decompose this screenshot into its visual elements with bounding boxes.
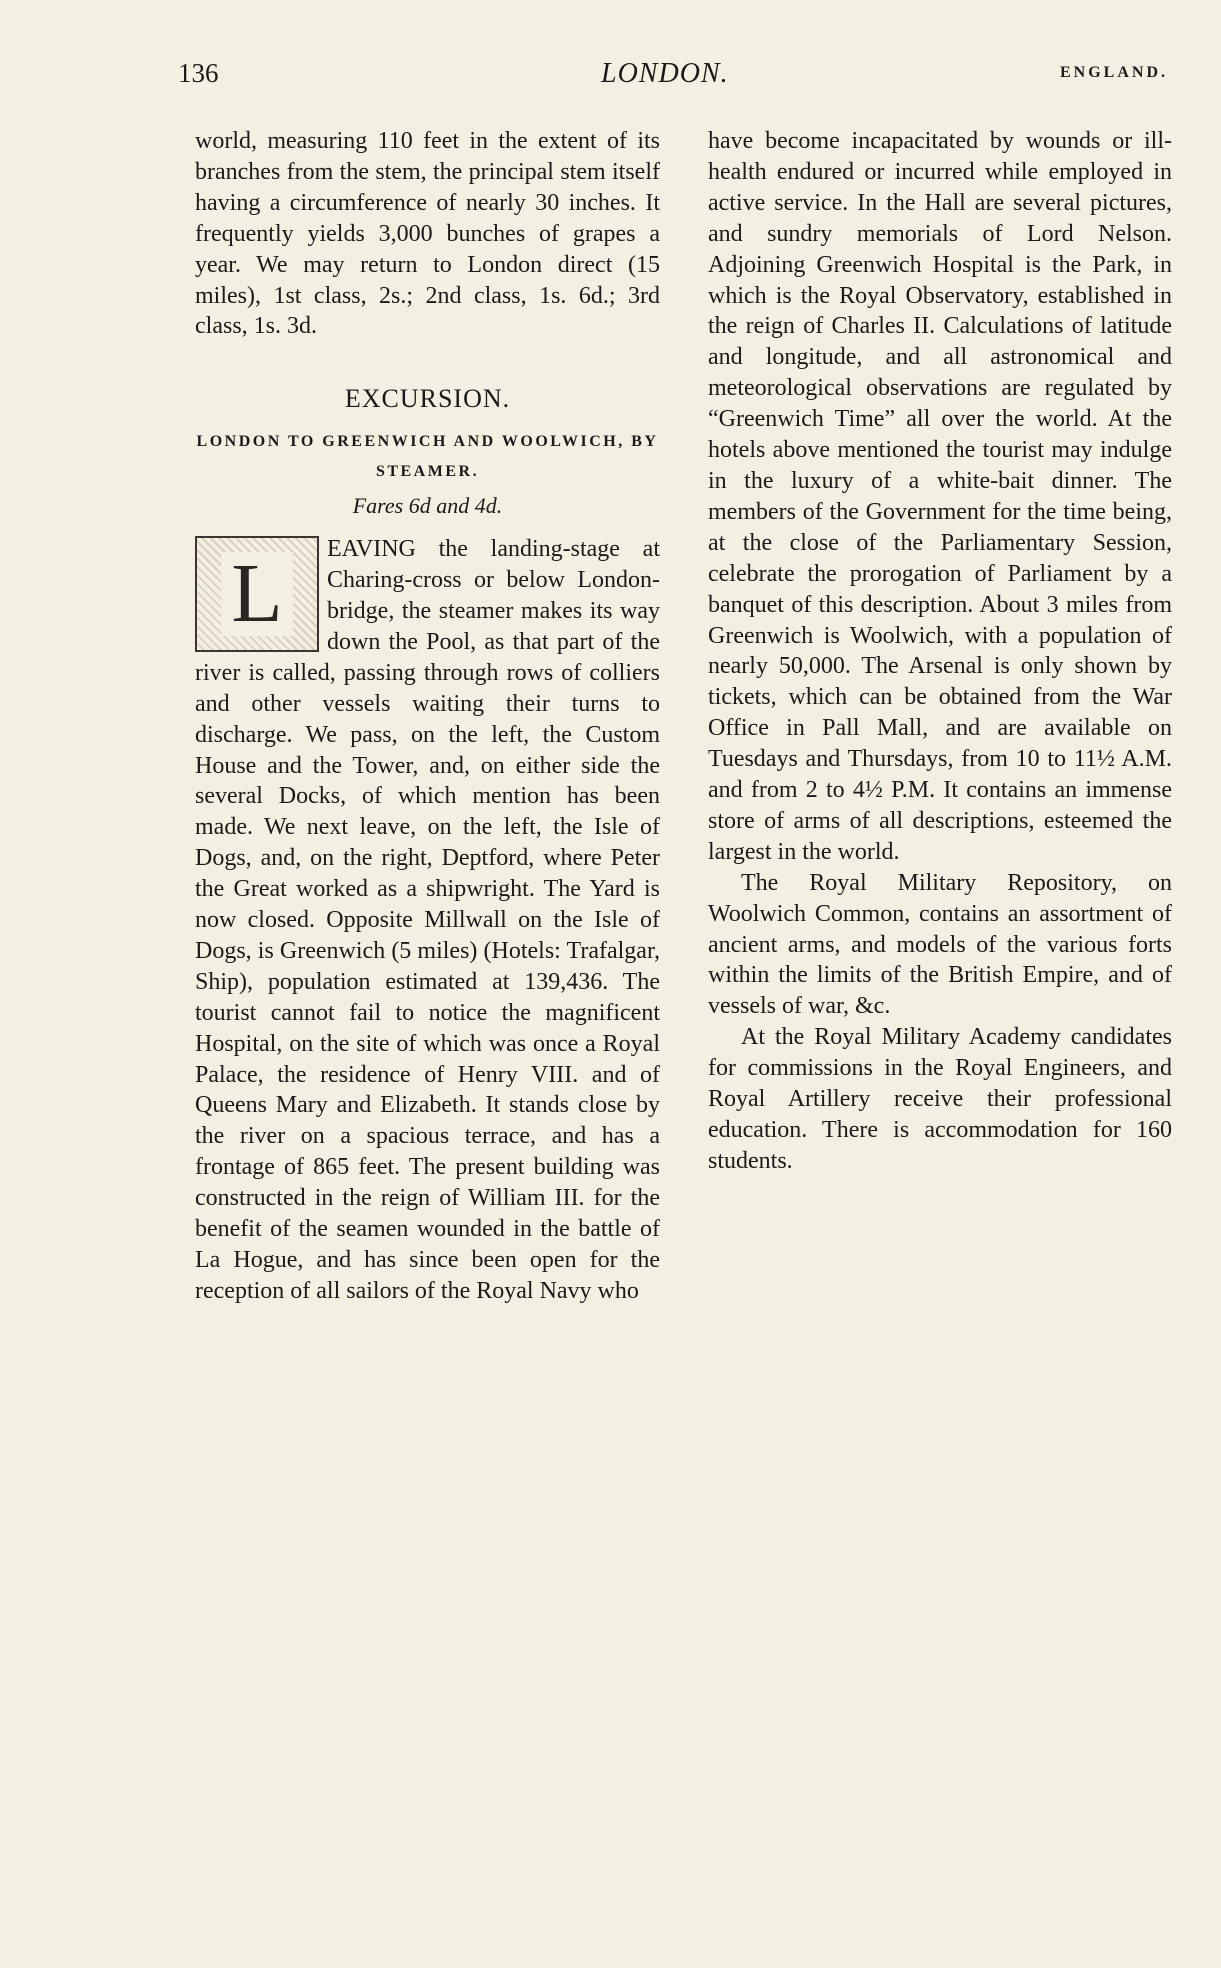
left-paragraph-2-text: EAVING the landing-stage at Charing-cross or below London-bridge, the steamer makes its way down the Pool, as that part of the river is called, passing through rows of colliers and other vessels waiting their turns to discharge. We pass, on the left, the Custom House and the Tower, and, on either side the several Docks, of which mention has been made. We next leave, on the left, the Isle of Dogs, and, on the right, Deptford, where Peter the Great worked as a shipwright. The Yard is now closed. Opposite Millwall on the Isle of Dogs, is Greenwich (5 miles) (Hotels: Trafalgar, Ship), population estimated at 139,436. The tourist cannot fail to notice the magnificent Hospital, on the site of which was once a Royal Palace, the residence of Henry VIII. and of Queens Mary and Elizabeth. It stands close by the river on a spacious terrace, and has a frontage of 865 feet. The present building was constructed in the reign of William III. for the benefit of the seamen wounded in the battle of La Hogue, and has since been open for the reception of all sailors of the Royal Navy who (195, 536, 660, 1304)
excursion-subtitle: LONDON TO GREENWICH AND WOOLWICH, BY STEAMER. (196, 433, 659, 481)
right-paragraph-1: have become incapacitated by wounds or ill-health endured or incurred while employed in active service. In the Hall are several pictures, and sundry memorials of Lord Nelson. Adjoining Greenwich Hospital is the Park, in which is the Royal Observatory, established in the reign of Charles II. Calculations of latitude and longitude, and all astronomical and meteorological observations are regulated by “Greenwich Time” all over the world. At the hotels above mentioned the tourist may indulge in the luxury of a white-bait dinner. The members of the Government for the time being, at the close of the Parliamentary Session, celebrate the prorogation of Parliament by a banquet of this description. About 3 miles from Greenwich is Woolwich, with a population of nearly 50,000. The Arsenal is only shown by tickets, which can be obtained from the War Office in Pall Mall, and are available on Tuesdays and Thursdays, from 10 to 11½ A.M. and from 2 to 4½ P.M. It contains an immense store of arms of all descriptions, esteemed the largest in the world. (708, 128, 1172, 865)
page-number: 136 (178, 58, 219, 88)
excursion-title: EXCURSION. (344, 384, 511, 414)
left-paragraph-2 (195, 534, 660, 1307)
left-paragraph-1: world, measuring 110 feet in the extent of its branches from the stem, the principal stem itself having a circumference of nearly 30 inches. It frequently yields 3,000 bunches of grapes a year. We may return to London direct (15 miles), 1st class, 2s.; 2nd class, 1s. 6d.; 3rd class, 1s. 3d. (195, 128, 660, 340)
section-name: ENGLAND. (1059, 64, 1168, 81)
page-header (178, 58, 1168, 98)
right-paragraph-3: At the Royal Military Academy candidates for commissions in the Royal Engineers, and Royal Artillery receive their professional education. There is accommodation for 160 students. (708, 1024, 1172, 1174)
right-column (708, 126, 1172, 1177)
right-paragraph-2: The Royal Military Repository, on Woolwich Common, contains an assortment of ancient arms, and models of the various forts within the limits of the British Empire, and of vessels of war, &c. (708, 869, 1172, 1020)
left-column (195, 126, 660, 1307)
decorative-initial (195, 536, 319, 652)
excursion-fares: Fares 6d and 4d. (352, 493, 503, 519)
running-title: LONDON. (601, 58, 729, 89)
decorative-initial-letter: L (221, 552, 292, 636)
